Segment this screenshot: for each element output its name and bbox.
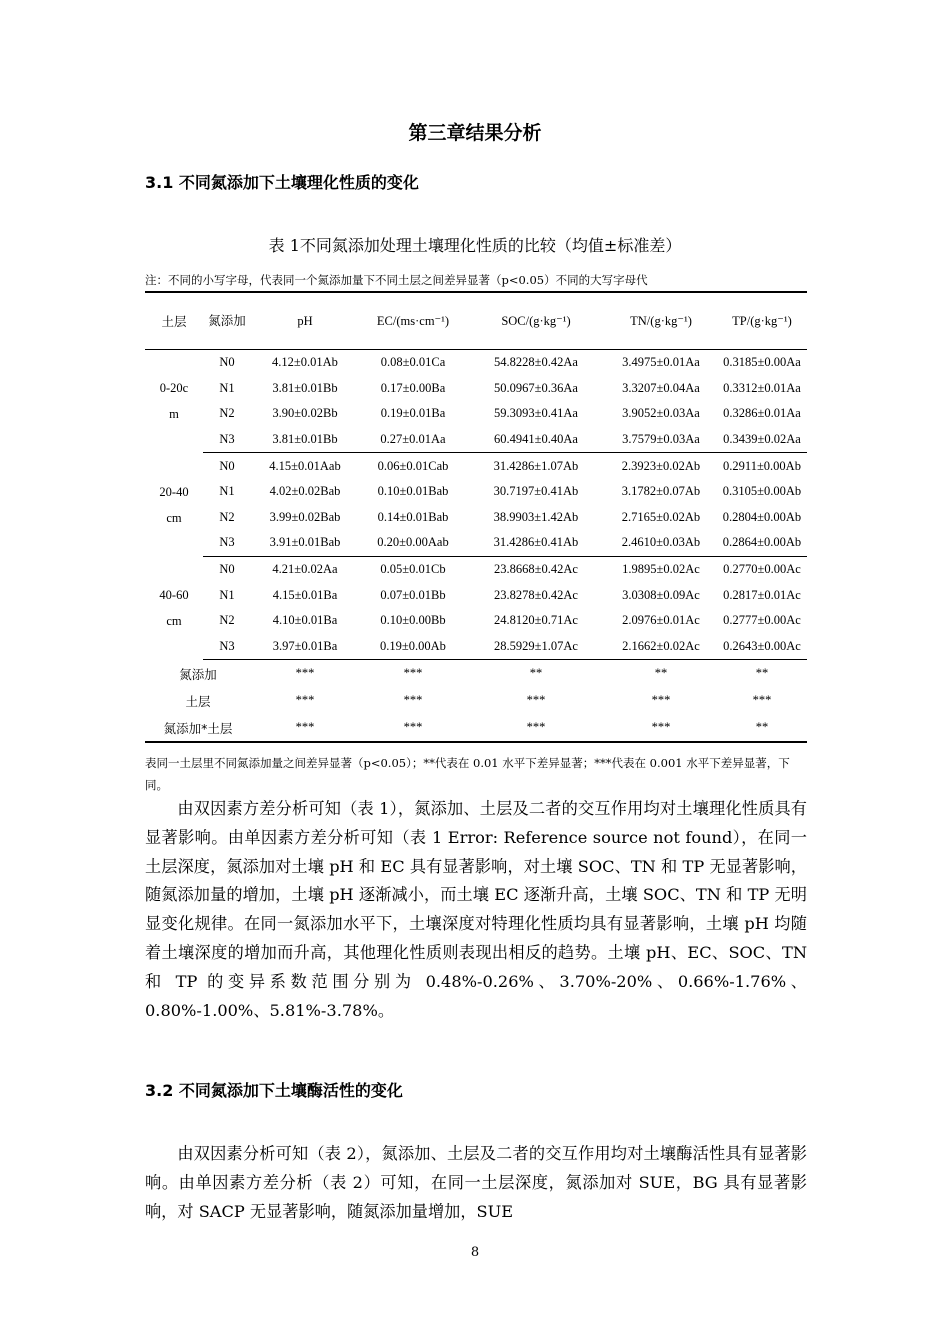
value-cell: 0.19±0.01Ba	[380, 406, 446, 421]
value-cell: 0.19±0.00Ab	[359, 634, 467, 660]
significance-value: **	[654, 666, 668, 681]
paragraph-2: 由双因素分析可知（表 2），氮添加、土层及二者的交互作用均对土壤酶活性具有显著影响。由单因素方差分析（表 2）可知，在同一土层深度，氮添加对 SUE，BG 具有显著影响，对 SACP 无显著影响，随氮添加量增加，SUE	[145, 1144, 807, 1221]
value-cell: 4.10±0.01Ba	[272, 613, 338, 628]
value-cell: 0.2643±0.00Ac	[717, 634, 807, 660]
value-cell: 1.9895±0.02Ac	[622, 562, 700, 577]
section-heading-3-1: 3.1 不同氮添加下土壤理化性质的变化	[145, 173, 419, 192]
value-cell: 0.07±0.01Bb	[380, 587, 446, 602]
significance-value: ***	[295, 666, 315, 681]
table-row	[145, 608, 807, 634]
header-soc: SOC/(g·kg⁻¹)	[467, 292, 605, 350]
value-cell: 28.5929±1.07Ac	[467, 634, 605, 660]
section-heading-3-2: 3.2 不同氮添加下土壤酶活性的变化	[145, 1081, 403, 1100]
table-row	[145, 582, 807, 608]
value-cell: 3.1782±0.07Ab	[621, 484, 701, 499]
layer-cell: 40-60cm	[159, 587, 189, 628]
n-level-cell: N3	[203, 634, 251, 660]
value-cell: 0.10±0.00Bb	[380, 613, 446, 628]
value-cell: 3.7579±0.03Aa	[605, 427, 717, 453]
value-cell: 59.3093±0.41Aa	[494, 406, 578, 421]
n-level-cell: N2	[219, 406, 235, 421]
value-cell: 30.7197±0.41Ab	[493, 484, 579, 499]
layer-cell: 20-40cm	[159, 484, 189, 525]
chapter-title: 第三章结果分析	[408, 122, 542, 144]
soil-properties-table	[145, 291, 807, 743]
value-cell: 2.0976±0.01Ac	[622, 613, 700, 628]
significance-value: ***	[651, 693, 671, 708]
value-cell: 60.4941±0.40Aa	[467, 427, 605, 453]
value-cell: 3.9052±0.03Aa	[622, 406, 700, 421]
table-row	[145, 634, 807, 660]
n-level-cell: N1	[219, 587, 235, 602]
value-cell: 0.2911±0.00Ab	[723, 458, 801, 473]
table-row	[145, 556, 807, 582]
table-row	[145, 453, 807, 479]
value-cell: 4.15±0.01Ba	[272, 587, 338, 602]
value-cell: 23.8278±0.42Ac	[494, 587, 578, 602]
significance-value: ***	[359, 714, 467, 742]
header-tp: TP/(g·kg⁻¹)	[717, 292, 807, 350]
significance-value: ***	[295, 693, 315, 708]
n-level-cell: N0	[219, 562, 235, 577]
table-row	[145, 530, 807, 556]
significance-value: ***	[467, 714, 605, 742]
value-cell: 38.9903±1.42Ab	[493, 509, 579, 524]
value-cell: 24.8120±0.71Ac	[494, 613, 578, 628]
significance-value: **	[529, 666, 543, 681]
significance-row	[145, 714, 807, 742]
header-ph: pH	[251, 292, 359, 350]
value-cell: 0.27±0.01Aa	[359, 427, 467, 453]
header-ec: EC/(ms·cm⁻¹)	[359, 292, 467, 350]
value-cell: 0.08±0.01Ca	[380, 355, 446, 370]
value-cell: 0.06±0.01Cab	[377, 458, 449, 473]
significance-factor: 氮添加	[179, 666, 217, 682]
value-cell: 31.4286±1.07Ab	[493, 458, 579, 473]
significance-factor: 土层	[185, 693, 211, 709]
significance-value: **	[755, 666, 769, 681]
significance-value: **	[717, 714, 807, 742]
value-cell: 0.10±0.01Bab	[377, 484, 449, 499]
page-number: 8	[470, 1245, 480, 1260]
value-cell: 0.2770±0.00Ac	[723, 562, 801, 577]
value-cell: 2.7165±0.02Ab	[621, 509, 701, 524]
value-cell: 3.91±0.01Bab	[251, 530, 359, 556]
value-cell: 3.81±0.01Bb	[251, 427, 359, 453]
significance-factor: 氮添加*土层	[145, 714, 251, 742]
value-cell: 4.21±0.02Aa	[272, 562, 338, 577]
table-row	[145, 505, 807, 531]
value-cell: 3.90±0.02Bb	[272, 406, 338, 421]
table-row	[145, 401, 807, 427]
value-cell: 4.15±0.01Aab	[269, 458, 341, 473]
value-cell: 0.2864±0.00Ab	[717, 530, 807, 556]
table-footnote: 表同一土层里不同氮添加量之间差异显著（p<0.05）；**代表在 0.01 水平下差异显著；***代表在 0.001 水平下差异显著，下同。	[145, 756, 790, 792]
table-header-row	[145, 292, 807, 350]
header-layer: 土层	[145, 292, 203, 350]
value-cell: 2.1662±0.02Ac	[605, 634, 717, 660]
value-cell: 0.2777±0.00Ac	[723, 613, 801, 628]
value-cell: 0.2804±0.00Ab	[722, 509, 802, 524]
significance-row	[145, 687, 807, 714]
value-cell: 0.17±0.00Ba	[380, 380, 446, 395]
value-cell: 4.02±0.02Bab	[269, 484, 341, 499]
significance-value: ***	[403, 666, 423, 681]
value-cell: 3.0308±0.09Ac	[622, 587, 700, 602]
value-cell: 54.8228±0.42Aa	[494, 355, 578, 370]
value-cell: 0.3439±0.02Aa	[717, 427, 807, 453]
table-row	[145, 427, 807, 453]
n-level-cell: N2	[219, 509, 235, 524]
table-note: 注：不同的小写字母，代表同一个氮添加量下不同土层之间差异显著（p<0.05）不同的大写字母代	[145, 273, 648, 287]
n-level-cell: N3	[203, 530, 251, 556]
significance-value: ***	[605, 714, 717, 742]
significance-value: ***	[526, 693, 546, 708]
value-cell: 23.8668±0.42Ac	[494, 562, 578, 577]
n-level-cell: N0	[219, 355, 235, 370]
value-cell: 2.3923±0.02Ab	[621, 458, 701, 473]
value-cell: 31.4286±0.41Ab	[467, 530, 605, 556]
value-cell: 3.99±0.02Bab	[269, 509, 341, 524]
value-cell: 3.3207±0.04Aa	[622, 380, 700, 395]
n-level-cell: N1	[219, 484, 235, 499]
table-caption: 表 1不同氮添加处理土壤理化性质的比较（均值±标准差）	[268, 236, 682, 255]
n-level-cell: N0	[219, 458, 235, 473]
value-cell: 0.3105±0.00Ab	[722, 484, 802, 499]
table-row	[145, 376, 807, 402]
value-cell: 0.2817±0.01Ac	[723, 587, 801, 602]
significance-value: ***	[752, 693, 772, 708]
table-row	[145, 350, 807, 376]
n-level-cell: N3	[203, 427, 251, 453]
significance-value: ***	[251, 714, 359, 742]
table-row	[145, 479, 807, 505]
significance-value: ***	[403, 693, 423, 708]
n-level-cell: N1	[219, 380, 235, 395]
layer-cell: 0-20cm	[159, 381, 189, 422]
value-cell: 3.81±0.01Bb	[272, 380, 338, 395]
value-cell: 0.20±0.00Aab	[359, 530, 467, 556]
value-cell: 0.05±0.01Cb	[380, 562, 446, 577]
value-cell: 3.4975±0.01Aa	[622, 355, 700, 370]
value-cell: 0.3185±0.00Aa	[723, 355, 801, 370]
n-level-cell: N2	[219, 613, 235, 628]
value-cell: 50.0967±0.36Aa	[494, 380, 578, 395]
value-cell: 3.97±0.01Ba	[251, 634, 359, 660]
paragraph-1: 由双因素方差分析可知（表 1），氮添加、土层及二者的交互作用均对土壤理化性质具有显著影响。由单因素方差分析可知（表 1 Error: Reference source not found），在同一土层深度，氮添加对土壤 pH 和 EC 具有显著影响，对土壤 SOC、TN 和 TP 无显著影响，随氮添加量的增加，土壤 pH 逐渐减小，而土壤 EC 逐渐升高，土壤 SOC、TN 和 TP 无明显变化规律。在同一氮添加水平下，土壤深度对特理化性质均具有显著影响，土壤 pH 均随着土壤深度的增加而升高，其他理化性质则表现出相反的趋势。土壤 pH、EC、SOC、TN 和 TP 的变异系数范围分别为 0.48%-0.26%、3.70%-20%、0.66%-1.76%、0.80%-1.00%、5.81%-3.78%。	[145, 799, 807, 1020]
value-cell: 4.12±0.01Ab	[272, 355, 338, 370]
value-cell: 0.3312±0.01Aa	[723, 380, 801, 395]
significance-row	[145, 660, 807, 688]
value-cell: 0.3286±0.01Aa	[723, 406, 801, 421]
value-cell: 0.14±0.01Bab	[377, 509, 449, 524]
value-cell: 2.4610±0.03Ab	[605, 530, 717, 556]
header-tn: TN/(g·kg⁻¹)	[605, 292, 717, 350]
header-n-addition: 氮添加	[203, 292, 251, 350]
